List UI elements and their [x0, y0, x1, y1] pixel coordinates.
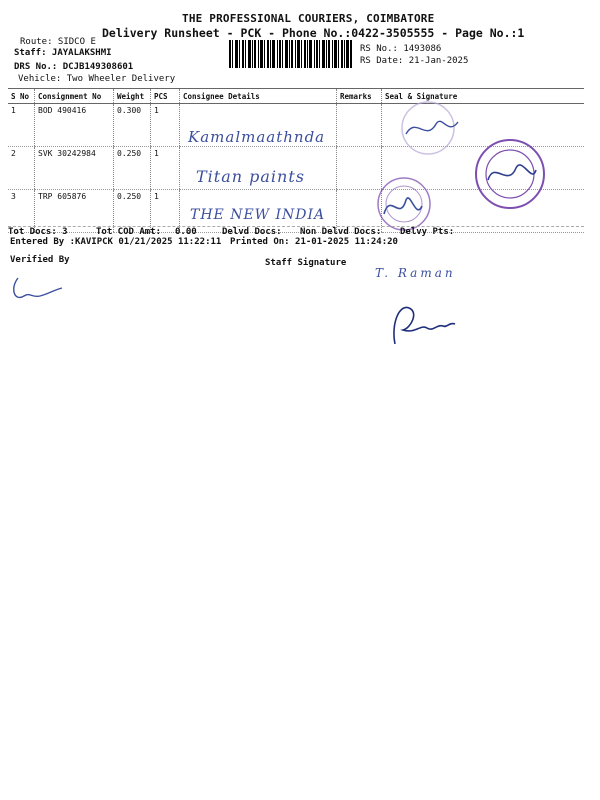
total-cod-value: 0.00: [175, 227, 197, 237]
delivery-points: Delvy Pts:: [400, 227, 455, 237]
verified-by-label: Verified By: [10, 255, 70, 265]
cell-pcs: 1: [151, 104, 180, 147]
staff-signature: [385, 294, 465, 354]
col-sno: S No: [8, 89, 35, 104]
printed-on: Printed On: 21-01-2025 11:24:20: [230, 237, 398, 247]
barcode-image: [229, 40, 353, 68]
non-delivered-docs: Non Delvd Docs:: [300, 227, 382, 237]
col-consignee: Consignee Details: [180, 89, 337, 104]
cell-sno: 3: [8, 190, 35, 233]
cell-remarks: [337, 104, 382, 147]
cell-pcs: 1: [151, 147, 180, 190]
handwritten-staff-name: T. Raman: [375, 266, 456, 280]
handwritten-consignee-3: THE NEW INDIA: [190, 207, 326, 223]
col-weight: Weight: [114, 89, 151, 104]
cell-consignment: BOD 490416: [35, 104, 114, 147]
staff-signature-label: Staff Signature: [265, 258, 347, 268]
cell-sno: 1: [8, 104, 35, 147]
company-name: THE PROFESSIONAL COURIERS, COIMBATORE: [182, 12, 435, 25]
cell-remarks: [337, 147, 382, 190]
cell-consignment: TRP 605876: [35, 190, 114, 233]
col-consignment: Consignment No: [35, 89, 114, 104]
cell-weight: 0.250: [114, 147, 151, 190]
cell-sno: 2: [8, 147, 35, 190]
rs-date: RS Date: 21-Jan-2025: [360, 56, 469, 66]
cell-weight: 0.300: [114, 104, 151, 147]
vehicle-label: Vehicle: Two Wheeler Delivery: [18, 74, 176, 84]
col-remarks: Remarks: [337, 89, 382, 104]
verifier-signature: [8, 268, 68, 308]
total-cod-label: Tot COD Amt:: [96, 227, 162, 237]
staff-label: Staff: JAYALAKSHMI: [14, 48, 112, 58]
cell-consignment: SVK 30242984: [35, 147, 114, 190]
rs-number: RS No.: 1493086: [360, 44, 442, 54]
drs-number: DRS No.: DCJB149308601: [14, 62, 134, 72]
col-seal: Seal & Signature: [382, 89, 585, 104]
delivered-docs: Delvd Docs:: [222, 227, 282, 237]
table-bottom-rule: [8, 226, 584, 227]
total-docs: Tot Docs: 3: [8, 227, 68, 237]
route-label: Route: SIDCO E: [20, 37, 96, 47]
col-pcs: PCS: [151, 89, 180, 104]
cell-pcs: 1: [151, 190, 180, 233]
entered-by: Entered By :KAVIPCK 01/21/2025 11:22:11: [10, 237, 222, 247]
seal-and-signature-marks: [376, 96, 576, 236]
cell-weight: 0.250: [114, 190, 151, 233]
handwritten-consignee-1: Kamalmaathnda: [188, 128, 326, 146]
runsheet-title: Delivery Runsheet - PCK - Phone No.:0422-3505555 - Page No.:1: [102, 26, 525, 40]
handwritten-consignee-2: Titan paints: [196, 167, 305, 186]
